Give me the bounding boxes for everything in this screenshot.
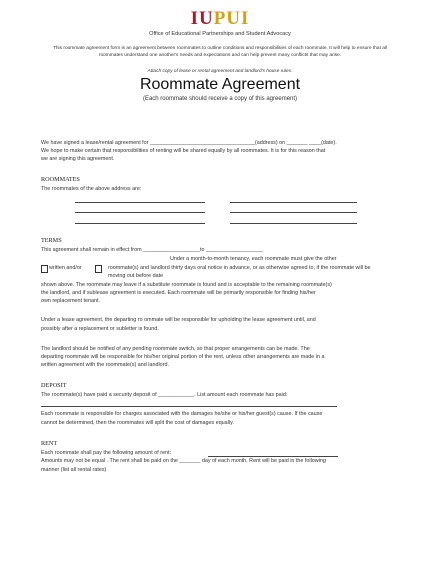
written-checkbox[interactable] — [41, 265, 48, 273]
rent-line-2: Amounts may not be equal . The rent shall be paid on the _______ day of each month. Rent will be paid in the following — [41, 458, 326, 464]
document-subtitle: (Each roommate should receive a copy of this agreement) — [142, 96, 298, 102]
lease-line-1: We have signed a lease/rental agreement for ___________________________________(address) on _______ ____(date). — [41, 140, 337, 146]
terms-notify-1: The landlord should be notified of any pending roommate switch, so that proper arrangements can be made. The — [41, 346, 310, 352]
roommate-name-line[interactable] — [75, 223, 205, 224]
deposit-line-1: The roommate(s) have paid a security deposit of ____________. List amount each roommate has paid: — [41, 392, 288, 398]
roommate-name-line[interactable] — [75, 212, 205, 213]
office-name: Office of Educational Partnerships and Student Advocacy — [149, 31, 291, 37]
intro-text: This roommate agreement form is an agreement between roommates to outline conditions and responsibilities of each roommate. It will help to ensure that all roommates understand one another's needs and expectations and can help prevent many conflicts that may arise. — [52, 46, 388, 59]
roommates-text: The roommates of the above address are: — [41, 186, 142, 192]
terms-written: written and/or — [49, 265, 82, 271]
roommate-name-line[interactable] — [75, 202, 205, 203]
lease-line-2: We hope to make certain that responsibilities of renting will be shared equally by all roommates. It is for this reason that — [41, 148, 326, 154]
terms-moving: moving out before date — [108, 273, 164, 279]
roommate-name-line[interactable] — [230, 202, 357, 203]
oral-checkbox[interactable] — [95, 265, 102, 273]
deposit-damage-1: Each roommate is responsible for charges associated with the damages he/she or his/her guest(s) cause. If the cause — [41, 411, 323, 417]
terms-lease-1: Under a lease agreement, the departing ro ommate will be responsible for upholding the lease agreement until, and — [41, 317, 316, 323]
rent-heading: RENT — [41, 440, 58, 447]
terms-landlord: the landlord, and if sublease agreement is executed. Each roommate will be primarily responsible for finding his/her — [41, 290, 316, 296]
lease-line-3: we are signing this agreement. — [41, 156, 115, 162]
deposit-damage-2: cannot be determined, then the roommates will split the cost of damages equally. — [41, 420, 234, 426]
roommate-name-line[interactable] — [230, 223, 357, 224]
terms-heading: TERMS — [41, 237, 62, 244]
roommates-heading: ROOMMATES — [41, 176, 80, 183]
roommate-name-line[interactable] — [230, 212, 357, 213]
rent-line-1: Each roommate shall pay the following amount of rent: — [41, 450, 172, 456]
iupui-logo: IUPUI — [190, 8, 250, 29]
terms-own: own replacement tenant. — [41, 298, 101, 304]
document-title: Roommate Agreement — [139, 76, 301, 93]
terms-effect: This agreement shall remain in effect from ___________________to ___________________ — [41, 247, 263, 253]
attach-note: Attach copy of lease or rental agreement and landlord's house rules. — [147, 69, 293, 74]
deposit-amount-line[interactable] — [41, 406, 337, 407]
terms-month: Under a month-to-month tenancy, each roommate must give the other — [170, 256, 337, 262]
terms-notify-3: written agreement with the roommate(s) and landlord. — [41, 362, 169, 368]
terms-notify-2: departing roommate will be responsible for his/her original portion of the rent, unless other arrangements are made in a — [41, 354, 325, 360]
terms-lease-2: possibly after a replacement or subletter is found. — [41, 326, 159, 332]
rent-line-3: manner (list all rental rates) — [41, 467, 107, 473]
terms-shown: shown above. The roommate may leave if a substitute roommate is found and is acceptable to the remaining roommate(s) — [41, 282, 332, 288]
deposit-heading: DEPOSIT — [41, 382, 67, 389]
terms-roommates-line: roommate(s) and landlord thirty days oral notice in advance, or as otherwise agreed to, if the roommate will be — [108, 265, 371, 271]
